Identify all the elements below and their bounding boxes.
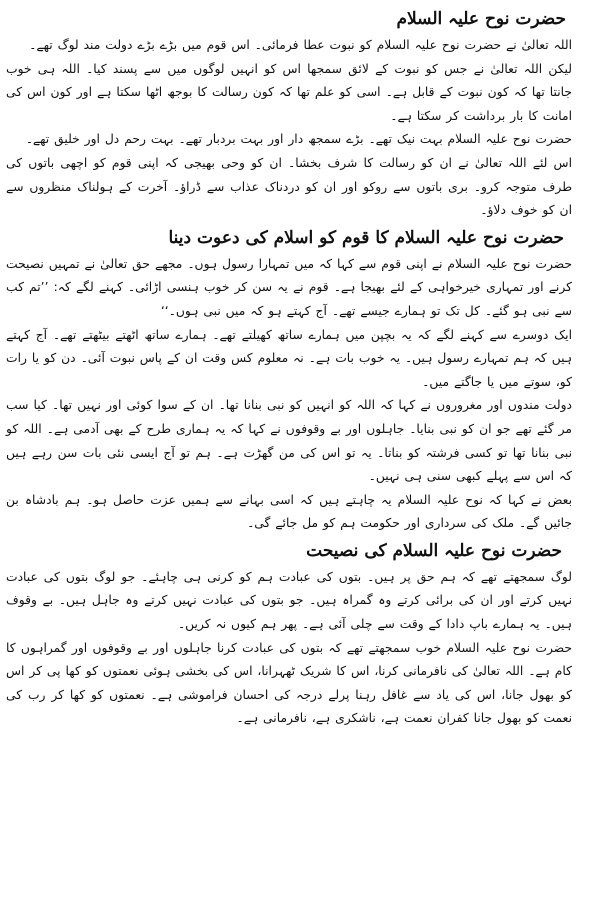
paragraph: دولت مندوں اور مغروروں نے کہا کہ اللہ کو انہیں کو نبی بنانا تھا۔ ان کے سوا کوئی اور نہیں تھا۔ کیا سب مر گئے تھے جو ان کو نبی بنایا۔ جاہلوں اور بے وقوفوں نے کہا کہ یہ ہماری طرح کے بھی آدمی ہے۔ اللہ کو نبی بنانا تھا تو کسی فرشتہ کو بناتا۔ یہ تو اس کی من گھڑت ہے۔ ہم تو آج ایسی نئی بات سن رہے ہیں کہ اس سے پہلے کبھی سنی ہی نہیں۔ [6, 398, 572, 484]
paragraph: بعض نے کہا کہ نوح علیہ السلام یہ چاہتے ہیں کہ اسی بہانے سے ہمیں عزت حاصل ہو۔ ہم بادشاہ بن جائیں گے۔ ملک کی سرداری اور حکومت ہم کو مل جائے گی۔ [6, 492, 572, 531]
paragraph: اللہ تعالیٰ نے حضرت نوح علیہ السلام کو نبوت عطا فرمائی۔ اس قوم میں بڑے بڑے دولت مند لوگ تھے۔ [29, 38, 572, 52]
paragraph: ایک دوسرے سے کہنے لگے کہ یہ بچپن میں ہمارے ساتھ کھیلتے تھے۔ ہمارے ساتھ اٹھتے بیٹھتے تھے۔ آج کہتے ہیں کہ ہم تمہارے رسول ہیں۔ یہ خوب بات ہے۔ نہ معلوم کس وقت ان کے پاس نبوت آئی۔ دن کو یا رات کو، سوتے میں یا جاگتے میں۔ [6, 327, 572, 389]
paragraph: حضرت نوح علیہ السلام بہت نیک تھے۔ بڑے سمجھ دار اور بہت بردبار تھے۔ بہت رحم دل اور خلیق تھے۔ [25, 132, 572, 147]
section-heading: حضرت نوح علیہ السلام کی نصیحت [306, 540, 562, 561]
paragraph: حضرت نوح علیہ السلام خوب سمجھتے تھے کہ بتوں کی عبادت کرنا جاہلوں اور بے وقوفوں اور گمراہوں کا کام ہے۔ اللہ تعالیٰ کی نافرمانی کرنا، اس کا شریک ٹھہرانا، اس کی بخشی ہوئی نعمتوں کو کھا پی کر اس کو بھول جانا، اس کی یاد سے غافل رہنا پرلے درجہ کی احسان فراموشی ہے۔ نعمتوں کو کھا کر رب کی نعمت کو بھول جانا کفران نعمت ہے، ناشکری ہے، نافرمانی ہے۔ [6, 640, 572, 726]
section-advice [6, 538, 572, 731]
paragraph: لیکن اللہ تعالیٰ نے جس کو نبوت کے لائق سمجھا اس کو انہیں لوگوں میں سے پسند کیا۔ اللہ ہی خوب جانتا تھا کہ کون نبوت کے قابل ہے۔ اسی کو علم تھا کہ کون رسالت کا بوجھ اٹھا سکتا ہے اور کون اس کی امانت کا بار برداشت کر سکتا ہے۔ [6, 61, 572, 123]
section-prophet-nuh [6, 6, 572, 223]
section-invitation-to-islam [6, 225, 572, 536]
section-heading: حضرت نوح علیہ السلام [396, 9, 566, 29]
paragraph: حضرت نوح علیہ السلام نے اپنی قوم سے کہا کہ میں تمہارا رسول ہوں۔ مجھے حق تعالیٰ نے تمہیں نصیحت کرنے اور تمہاری خیرخواہی کے لئے بھیجا ہے۔ قوم نے یہ سن کر خوب ہنسی اڑائی۔ کہنے لگے کہ: ’’تم کب سے نبی ہو گئے۔ کل تک تو ہمارے جیسے تھے۔ آج کہتے ہو کہ میں نبی ہوں۔‘‘ [6, 256, 572, 318]
paragraph: اس لئے اللہ تعالیٰ نے ان کو رسالت کا شرف بخشا۔ ان کو وحی بھیجی کہ اپنی قوم کو اچھی باتوں کی طرف متوجہ کرو۔ بری باتوں سے روکو اور ان کو دردناک عذاب سے ڈراؤ۔ آخرت کے ہولناک منظروں سے ان کو خوف دلاؤ۔ [6, 155, 572, 218]
paragraph: لوگ سمجھتے تھے کہ ہم حق پر ہیں۔ بتوں کی عبادت ہم کو کرنی ہی چاہئے۔ جو لوگ بتوں کی عبادت نہیں کرتے اور ان کی برائی کرتے وہ گمراہ ہیں۔ جو بتوں کی عبادت نہیں کرتے وہ جاہل ہیں۔ بے وقوف ہیں۔ یہ ہمارے باپ دادا کے وقت سے چلی آئی ہے۔ پھر ہم کیوں نہ کریں۔ [6, 569, 572, 632]
section-heading: حضرت نوح علیہ السلام کا قوم کو اسلام کی دعوت دینا [168, 227, 564, 248]
